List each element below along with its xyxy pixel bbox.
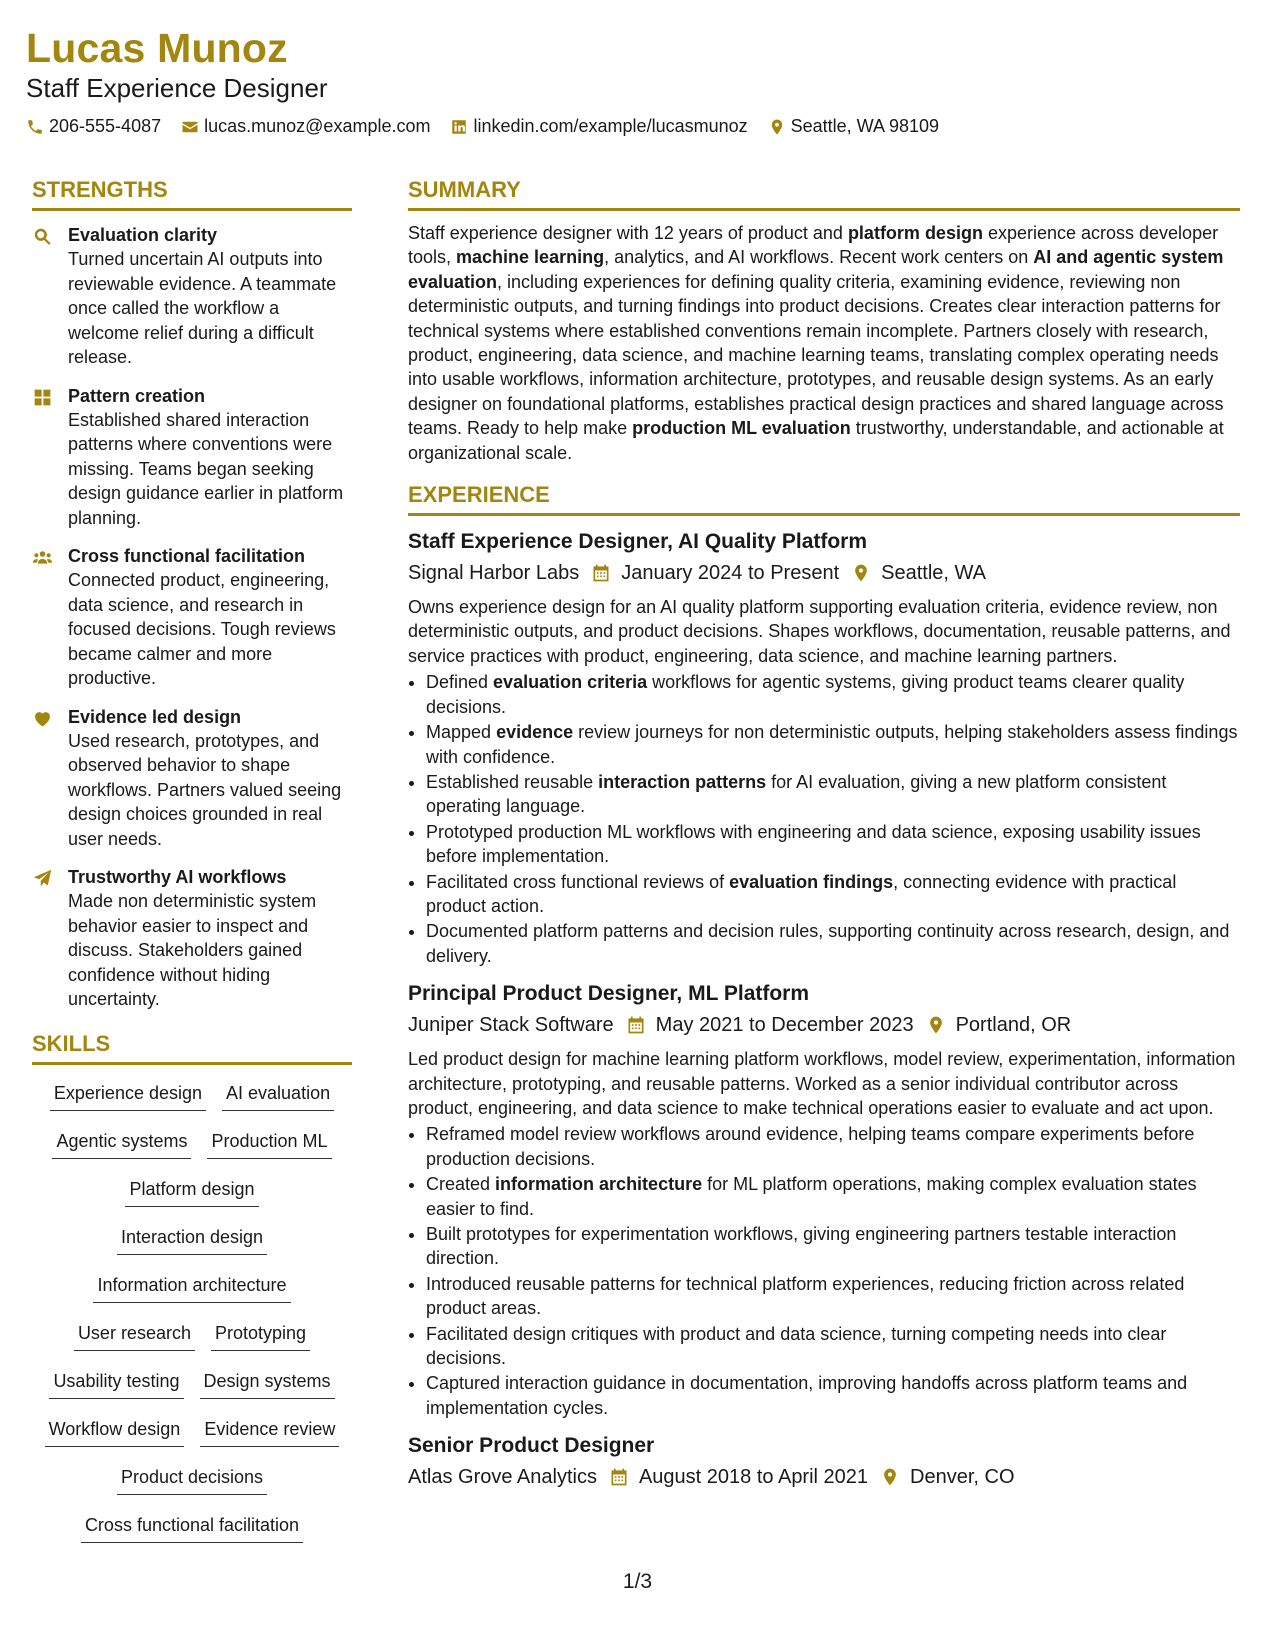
calendar-icon bbox=[609, 1467, 629, 1487]
text-run: for ML platform operations, making complex evaluation states easier to find. bbox=[426, 1174, 1197, 1219]
job-title: Senior Product Designer bbox=[408, 1434, 655, 1458]
bullet-item bbox=[426, 870, 1240, 919]
text-run: Created bbox=[426, 1174, 496, 1195]
bullet-item bbox=[426, 1222, 1240, 1271]
job-title: Staff Experience Designer, AI Quality Platform bbox=[408, 530, 868, 554]
summary-heading: SUMMARY bbox=[408, 176, 1240, 211]
skill-tag: Prototyping bbox=[211, 1317, 310, 1351]
skills-heading: SKILLS bbox=[32, 1030, 352, 1065]
strength-title: Cross functional facilitation bbox=[68, 546, 306, 566]
map-pin-icon bbox=[926, 1015, 946, 1035]
text-run: workflows for agentic systems, giving product teams clearer quality decisions. bbox=[426, 672, 1185, 717]
skill-tag: Information architecture bbox=[93, 1269, 290, 1303]
text-run: review journeys for non deterministic outputs, helping stakeholders assess findings with confidence. bbox=[426, 722, 1238, 767]
strength-item bbox=[32, 384, 352, 531]
candidate-title: Staff Experience Designer bbox=[26, 73, 328, 103]
job-company: Atlas Grove Analytics bbox=[408, 1466, 597, 1489]
text-run: Reframed model review workflows around evidence, helping teams compare experiments before production decisions. bbox=[426, 1124, 1195, 1169]
job-location: Seattle, WA bbox=[881, 562, 986, 585]
job-entry bbox=[408, 1432, 1240, 1491]
job-entry bbox=[408, 528, 1240, 968]
bullet-item bbox=[426, 770, 1240, 819]
resume-header bbox=[26, 22, 1245, 137]
strength-item bbox=[32, 865, 352, 1012]
location-text: Seattle, WA 98109 bbox=[790, 116, 940, 136]
heart-icon bbox=[32, 708, 53, 729]
bold-phrase: evaluation findings bbox=[729, 871, 894, 892]
job-meta bbox=[408, 1011, 1240, 1039]
job-meta bbox=[408, 559, 1240, 587]
users-icon bbox=[32, 547, 53, 568]
bold-phrase: evidence bbox=[496, 722, 574, 743]
strength-item bbox=[32, 544, 352, 691]
strength-desc: Used research, prototypes, and observed behavior to shape workflows. Partners valued seeing design choices grounded in real user needs. bbox=[68, 730, 342, 849]
bold-phrase: information architecture bbox=[495, 1174, 703, 1195]
contact-linkedin[interactable] bbox=[450, 116, 747, 137]
text-run: Staff experience designer with 12 years of product and bbox=[408, 223, 848, 243]
bold-phrase: AI and agentic system evaluation bbox=[408, 247, 1224, 292]
skill-tag: Platform design bbox=[125, 1173, 258, 1207]
job-description: Led product design for machine learning platform workflows, model review, experimentation, information architecture, prototyping, and reusable patterns. Worked as a senior individual contributor across product, engineering, and data science to make technical operations easier to evaluate and act upon. bbox=[408, 1049, 1236, 1118]
text-run: , connecting evidence with practical product action. bbox=[426, 871, 1177, 916]
skill-tag: Product decisions bbox=[117, 1461, 267, 1495]
text-run: Built prototypes for experimentation workflows, giving engineering partners testable interaction direction. bbox=[426, 1224, 1177, 1269]
skill-tag: Cross functional facilitation bbox=[81, 1509, 303, 1543]
email-text: lucas.munoz@example.com bbox=[204, 116, 431, 136]
text-run: for AI evaluation, giving a new platform consistent operating language. bbox=[426, 771, 1167, 817]
strength-title: Pattern creation bbox=[68, 385, 206, 406]
bold-phrase: machine learning bbox=[456, 247, 605, 268]
page-number: 1/3 bbox=[622, 1570, 653, 1593]
strength-desc: Connected product, engineering, data science, and research in focused decisions. Tough reviews became calmer and more productive. bbox=[68, 570, 336, 688]
text-run: experience across developer tools, bbox=[408, 223, 1219, 268]
bullet-item bbox=[426, 919, 1240, 968]
contact-phone[interactable] bbox=[26, 116, 161, 137]
left-column bbox=[32, 176, 352, 1557]
skill-tag: Usability testing bbox=[49, 1365, 183, 1399]
skill-tag: AI evaluation bbox=[222, 1077, 334, 1111]
skill-tag: User research bbox=[74, 1317, 195, 1351]
text-run: , analytics, and AI workflows. Recent work centers on bbox=[604, 247, 1034, 268]
bold-phrase: platform design bbox=[847, 223, 983, 243]
phone-text: 206-555-4087 bbox=[49, 116, 162, 136]
strength-title: Evidence led design bbox=[68, 706, 242, 727]
job-description: Owns experience design for an AI quality platform supporting evaluation criteria, evidence review, non deterministic outputs, and product decisions. Shapes workflows, documentation, reusable patterns, and service practices with product, engineering, data science, and machine learning partners. bbox=[408, 597, 1231, 666]
text-run: Mapped bbox=[426, 722, 497, 743]
text-run: Defined bbox=[426, 672, 494, 693]
text-run: Prototyped production ML workflows with engineering and data science, exposing usability issues before implementation. bbox=[426, 821, 1201, 867]
phone-icon bbox=[26, 118, 44, 136]
summary-text bbox=[408, 221, 1240, 465]
skill-tag: Production ML bbox=[207, 1125, 331, 1159]
job-location: Denver, CO bbox=[910, 1466, 1015, 1489]
right-column bbox=[408, 176, 1240, 1491]
contact-row bbox=[26, 116, 1245, 137]
strength-item bbox=[32, 223, 352, 370]
text-run: Established reusable bbox=[426, 771, 599, 792]
bullet-item bbox=[426, 1322, 1240, 1371]
linkedin-text: linkedin.com/example/lucasmunoz bbox=[473, 116, 748, 136]
bold-phrase: evaluation criteria bbox=[493, 672, 648, 693]
text-run: Introduced reusable patterns for technical platform experiences, reducing friction across related product areas. bbox=[426, 1273, 1185, 1319]
text-run: Documented platform patterns and decision rules, supporting continuity across research, design, and delivery. bbox=[426, 921, 1230, 966]
text-run: Facilitated design critiques with product and data science, turning competing needs into clear decisions. bbox=[426, 1323, 1167, 1369]
text-run: Captured interaction guidance in documentation, improving handoffs across platform teams and implementation cycles. bbox=[426, 1373, 1188, 1418]
text-run: Facilitated cross functional reviews of bbox=[426, 871, 730, 892]
strength-desc: Established shared interaction patterns where conventions were missing. Teams began seeking design guidance earlier in platform planning. bbox=[68, 409, 344, 528]
strength-title: Evaluation clarity bbox=[68, 225, 218, 245]
contact-location bbox=[768, 116, 939, 137]
skill-tag: Experience design bbox=[50, 1077, 206, 1111]
job-bullets bbox=[408, 1122, 1240, 1420]
text-run: trustworthy, understandable, and actionable at organizational scale. bbox=[408, 418, 1224, 463]
job-location: Portland, OR bbox=[955, 1014, 1072, 1037]
job-dates: May 2021 to December 2023 bbox=[655, 1014, 914, 1037]
skill-tag: Evidence review bbox=[200, 1413, 339, 1447]
strength-title: Trustworthy AI workflows bbox=[68, 867, 287, 887]
bullet-item bbox=[426, 820, 1240, 869]
skills-list bbox=[32, 1077, 352, 1557]
bold-phrase: production ML evaluation bbox=[632, 418, 851, 439]
job-company: Signal Harbor Labs bbox=[408, 562, 580, 585]
bullet-item bbox=[426, 1172, 1240, 1221]
skill-tag: Workflow design bbox=[45, 1413, 185, 1447]
map-pin-icon bbox=[768, 118, 786, 136]
bullet-item bbox=[426, 1272, 1240, 1321]
strengths-list bbox=[32, 223, 352, 1012]
envelope-icon bbox=[181, 118, 199, 136]
candidate-name: Lucas Munoz bbox=[26, 25, 288, 71]
job-title: Principal Product Designer, ML Platform bbox=[408, 982, 810, 1006]
grid-icon bbox=[32, 387, 53, 408]
experience-list bbox=[408, 528, 1240, 1491]
bullet-item bbox=[426, 670, 1240, 719]
bullet-item bbox=[426, 1122, 1240, 1171]
strength-item bbox=[32, 705, 352, 852]
calendar-icon bbox=[591, 563, 611, 583]
bold-phrase: interaction patterns bbox=[598, 771, 767, 792]
strengths-heading: STRENGTHS bbox=[32, 176, 352, 211]
search-icon bbox=[32, 226, 53, 247]
job-dates: August 2018 to April 2021 bbox=[638, 1466, 869, 1489]
bullet-item bbox=[426, 1371, 1240, 1420]
paper-plane-icon bbox=[32, 868, 53, 889]
map-pin-icon bbox=[880, 1467, 900, 1487]
map-pin-icon bbox=[851, 563, 871, 583]
job-meta bbox=[408, 1463, 1240, 1491]
job-bullets bbox=[408, 670, 1240, 968]
bullet-item bbox=[426, 720, 1240, 769]
strength-desc: Turned uncertain AI outputs into reviewable evidence. A teammate once called the workflow a welcome relief during a difficult release. bbox=[68, 249, 337, 367]
contact-email[interactable] bbox=[181, 116, 430, 137]
skill-tag: Design systems bbox=[200, 1365, 335, 1399]
skill-tag: Interaction design bbox=[117, 1221, 267, 1255]
experience-heading: EXPERIENCE bbox=[408, 481, 1240, 516]
strength-desc: Made non deterministic system behavior easier to inspect and discuss. Stakeholders gained confidence without hiding uncertainty. bbox=[68, 891, 317, 1009]
calendar-icon bbox=[626, 1015, 646, 1035]
job-entry bbox=[408, 980, 1240, 1420]
job-dates: January 2024 to Present bbox=[621, 562, 840, 585]
skill-tag: Agentic systems bbox=[52, 1125, 191, 1159]
linkedin-icon bbox=[450, 118, 468, 136]
job-company: Juniper Stack Software bbox=[408, 1014, 614, 1037]
text-run: , including experiences for defining quality criteria, examining evidence, reviewing non deterministic outputs, and turning findings into product decisions. Creates clear interaction patterns for technical systems where established conventions remain incomplete. Partners closely with research, product, engineering, data science, and machine learning teams, translating complex operating needs into usable workflows, information architecture, prototypes, and reusable design systems. As an early designer on foundational platforms, establishes practical design practices and shared language across teams. Ready to help make bbox=[408, 271, 1224, 439]
